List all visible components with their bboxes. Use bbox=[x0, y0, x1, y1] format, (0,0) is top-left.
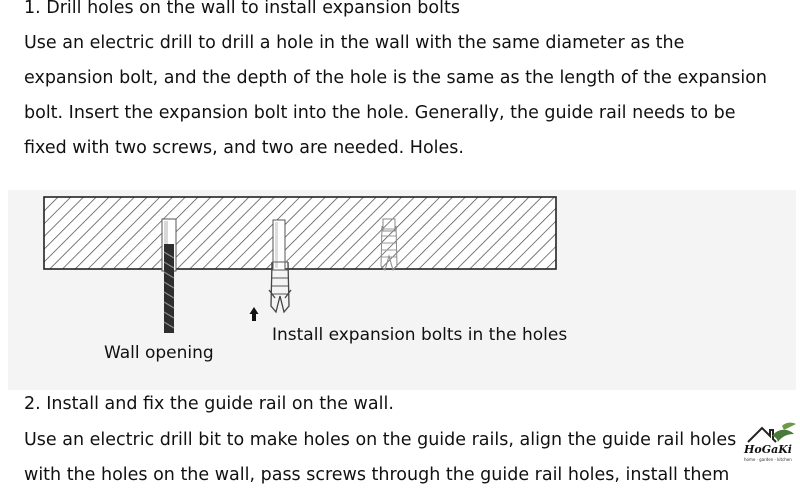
step-1-title: 1. Drill holes on the wall to install expansion bolts bbox=[24, 0, 460, 18]
step-1-line-3: bolt. Insert the expansion bolt into the hole. Generally, the guide rail needs to be bbox=[24, 103, 736, 123]
up-arrow-icon bbox=[250, 307, 259, 321]
step-2-instructions bbox=[24, 423, 800, 493]
brand-tagline: home · garden · kitchen bbox=[744, 457, 792, 462]
hatched-wall-section bbox=[44, 197, 556, 269]
install-bolts-caption: Install expansion bolts in the holes bbox=[272, 325, 568, 345]
drill-bit-icon bbox=[162, 219, 176, 333]
brand-logo bbox=[742, 420, 800, 464]
step-2-title: 2. Install and fix the guide rail on the wall. bbox=[24, 394, 394, 414]
step-2-line-1: Use an electric drill bit to make holes on the guide rails, align the guide rail holes bbox=[24, 430, 737, 450]
brand-name: HoGaKi bbox=[744, 443, 792, 456]
step-2-line-2: with the holes on the wall, pass screws through the guide rail holes, install them bbox=[24, 465, 730, 485]
wall-opening-caption: Wall opening bbox=[104, 343, 214, 363]
step-1-line-4: fixed with two screws, and two are needed. Holes. bbox=[24, 138, 464, 158]
step-1-line-1: Use an electric drill to drill a hole in the wall with the same diameter as the bbox=[24, 33, 685, 53]
step-1-line-2: expansion bolt, and the depth of the hole is the same as the length of the expansion bbox=[24, 68, 768, 88]
